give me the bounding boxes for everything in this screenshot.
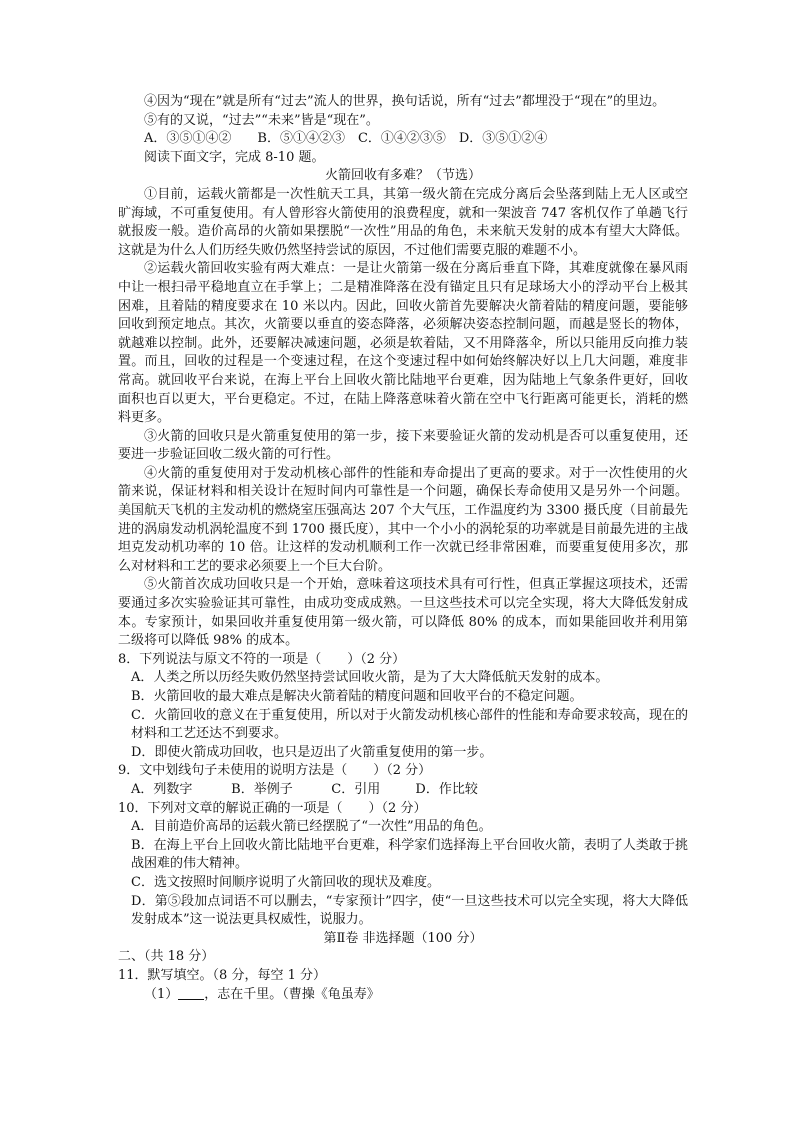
reading-instruction: 阅读下面文字，完成 8-10 题。: [144, 149, 325, 165]
question-8-option-c: C．火箭回收的意义在于重复使用，所以对于火箭发动机核心部件的性能和寿命要求较高，现在的材料和工艺还达不到要求。: [131, 707, 688, 742]
intro-sentence-4: ④因为“现在”就是所有“过去”流人的世界，换句话说，所有“过去”都埋没于“现在”的里边。: [144, 94, 666, 109]
article-title: 火箭回收有多难？（节选）: [324, 168, 481, 184]
question-9-option-d: D．作比较: [415, 781, 478, 797]
question-8-option-b: B．火箭回收的最大难点是解决火箭着陆的精度问题和回收平台的不稳定问题。: [131, 689, 583, 704]
intro-sentence-5: ⑤有的又说，“过去”“未来”皆是“现在”。: [144, 112, 379, 128]
article-paragraph-5: ⑤火箭首次成功回收只是一个开始，意味着这项技术具有可行性，但真正掌握这项技术，还需要通过多次实验验证其可靠性，由成功变成成熟。一旦这些技术可以完全实现，将大大降低发射成本。专家预计，如果回收并重复使用第一级火箭，可以降低 80% 的成本，而如果能回收并利用第二级将可以降低 98% 的成本。: [118, 577, 688, 649]
question-11-item-1-number: （1）: [144, 986, 179, 1002]
question-9-options: [118, 781, 688, 800]
question-11-stem: 11．默写填空。（8 分，每空 1 分）: [118, 967, 326, 983]
section-2-heading: 二、（共 18 分）: [118, 949, 215, 965]
question-10-option-d: D．第⑤段加点词语不可以删去，“专家预计”四字，使“一旦这些技术可以完全实现，将大大降低发射成本”这一说法更具权威性，说服力。: [131, 893, 688, 928]
article-paragraph-4: ④火箭的重复使用对于发动机核心部件的性能和寿命提出了更高的要求。对于一次性使用的火箭来说，保证材料和相关设计在短时间内可靠性是一个问题，确保长寿命使用又是另外一个问题。美国航天飞机的主发动机的燃烧室压强高达 207 个大气压，工作温度约为 3300 摄氏度（目前最先进的涡扇发动机涡轮温度不到 1700 摄氏度），其中一个小小的涡轮泵的功率就是目前最先进的主战坦克发动机功率的 10 倍。让这样的发动机顺利工作一次就已经非常困难，而要重复使用多次，那么对材料和工艺的要求必须要上一个巨大台阶。: [118, 465, 688, 574]
question-9-option-b: B．举例子: [231, 781, 293, 797]
sentence-order-options: A．③⑤①④② B．⑤①④②③ C．①④②③⑤ D．③⑤①②④: [144, 131, 548, 147]
question-10-option-c: C．选文按照时间顺序说明了火箭回收的现状及难度。: [131, 874, 440, 890]
question-9-stem: 9．文中划线句子未使用的说明方法是（ ）（2 分）: [118, 763, 432, 779]
article-paragraph-3: ③火箭的回收只是火箭重复使用的第一步，接下来要验证火箭的发动机是否可以重复使用，还要进一步验证回收二级火箭的可行性。: [118, 428, 688, 463]
question-10-option-a: A．目前造价高昂的运载火箭已经摆脱了“一次性”用品的角色。: [131, 819, 492, 835]
question-10-stem: 10．下列对文章的解说正确的一项是（ ）（2 分）: [118, 800, 427, 816]
question-8-option-d: D．即使火箭成功回收，也只是迈出了火箭重复使用的第一步。: [131, 744, 493, 760]
question-10-option-b: B．在海上平台上回收火箭比陆地平台更难，科学家们选择海上平台回收火箭，表明了人类敢于挑战困难的伟大精神。: [131, 837, 688, 872]
question-9-option-a: A．列数字: [131, 781, 193, 797]
question-8-option-a: A．人类之所以历经失败仍然坚持尝试回收火箭，是为了大大降低航天发射的成本。: [131, 670, 609, 686]
article-paragraph-2: ②运载火箭回收实验有两大难点：一是让火箭第一级在分离后垂直下降，其难度就像在暴风雨中让一根扫帚平稳地直立在手掌上；二是精准降落在没有锚定且只有足球场大小的浮动平台上极其困难，且着陆的精度要求在 10 米以内。因此，回收火箭首先要解决火箭着陆的精度问题，要能够回收到预定地点。其次，火箭要以垂直的姿态降落，必须解决姿态控制问题，而越是竖长的物体，就越难以控制。此外，还要解决减速问题，必须是软着陆，又不用降落伞，所以只能用反向推力装置。而且，回收的过程是一个变速过程，在这个变速过程中如何始终解决好以上几大问题，难度非常高。就回收平台来说，在海上平台上回收火箭比陆地平台更难，因为陆地上气象条件更好，回收面积也百以更大，平台更稳定。不过，在陆上降落意味着火箭在空中飞行距离可能更长，消耗的燃料更多。: [118, 261, 688, 426]
question-8-stem: 8．下列说法与原文不符的一项是（ ）（2 分）: [118, 651, 406, 667]
question-11-item-1: [118, 986, 688, 1005]
part-2-title: 第Ⅱ卷 非选择题（100 分）: [323, 930, 483, 946]
fill-in-blank[interactable]: [178, 987, 204, 1000]
article-paragraph-1: ①目前，运载火箭都是一次性航天工具，其第一级火箭在完成分离后会坠落到陆上无人区或空旷海域，不可重复使用。有人曾形容火箭使用的浪费程度，就和一架波音 747 客机仅作了单趟飞行就报废一般。造价高昂的火箭如果摆脱“一次性”用品的角色，未来航天发射的成本有望大大降低。这就是为什么人们历经失败仍然坚持尝试的原因，不过他们需要克服的难题不小。: [118, 186, 688, 258]
question-9-option-c: C．引用: [331, 781, 381, 797]
question-11-item-1-text: ，志在千里。（曹操《龟虽寿》: [204, 986, 380, 1002]
exam-page: [118, 93, 688, 1004]
